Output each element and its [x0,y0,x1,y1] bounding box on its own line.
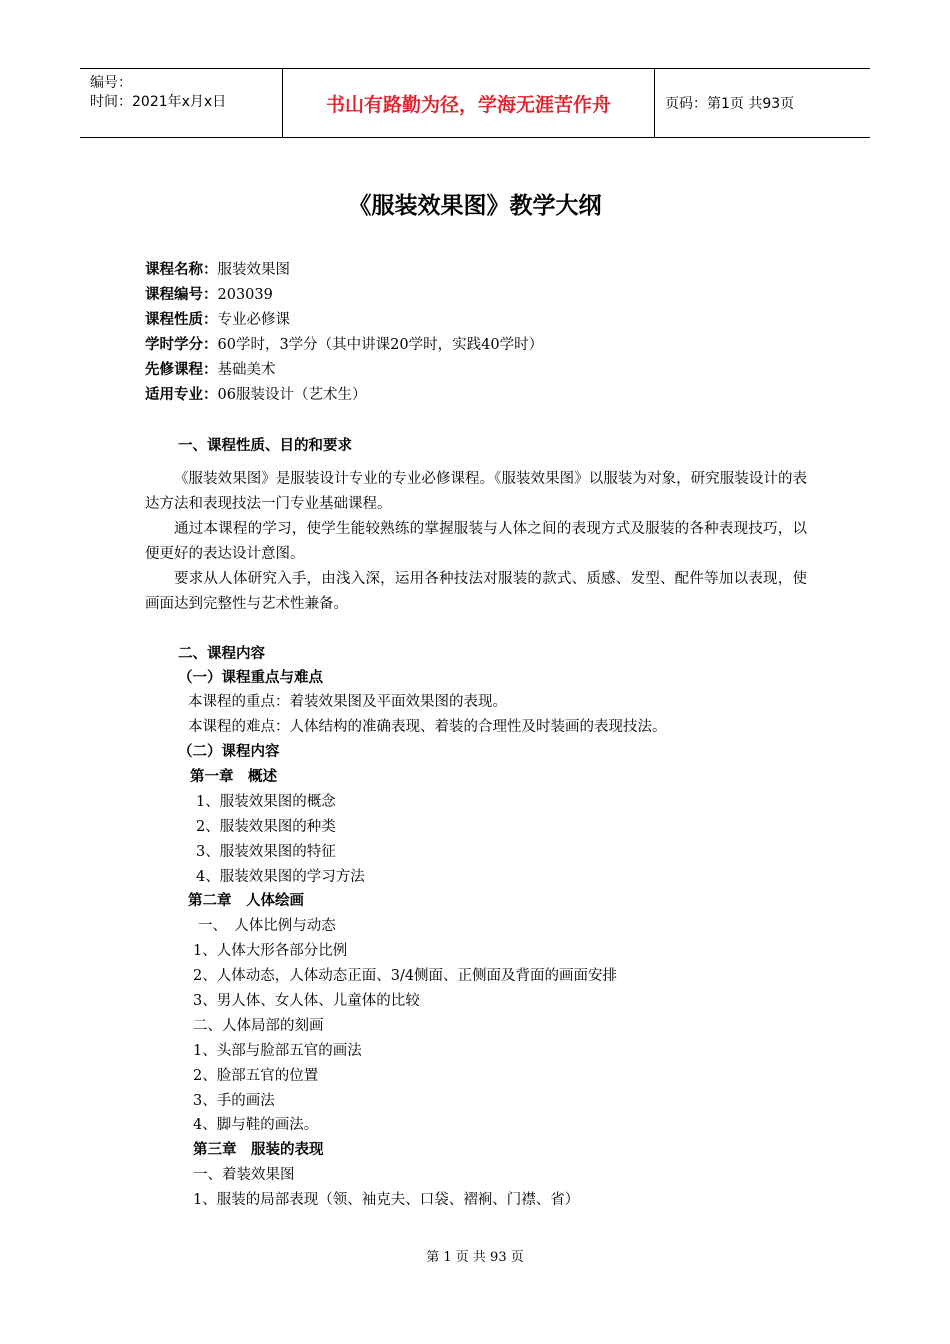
chapter2-part2: 二、人体局部的刻画 [193,1018,324,1034]
list-item: 3、男人体、女人体、儿童体的比较 [193,993,420,1009]
section2-heading: 二、课程内容 [178,646,265,662]
course-name-row: 课程名称：服装效果图 [145,262,290,278]
list-item: 4、服装效果图的学习方法 [196,869,365,885]
header-motto: 书山有路勤为径，学海无涯苦作舟 [325,93,611,116]
course-major-row: 适用专业：06服装设计（艺术生） [145,387,367,403]
header-motto-cell [283,69,655,137]
page-header [80,68,870,138]
subsection-content: （二）课程内容 [178,744,280,760]
page-footer: 第 1 页 共 93 页 [426,1250,524,1265]
key-point-text: 本课程的重点：着装效果图及平面效果图的表现。 [188,694,507,710]
header-page-info: 页码：第1页 共93页 [665,96,795,112]
document-date: 时间：2021年x月x日 [90,94,227,110]
list-item: 2、脸部五官的位置 [193,1068,319,1084]
section1-heading: 一、课程性质、目的和要求 [178,438,352,454]
header-meta [80,69,283,137]
chapter2-title: 第二章 人体绘画 [188,893,304,909]
subsection-key-points: （一）课程重点与难点 [178,670,323,686]
section1-paragraph: 《服装效果图》是服装设计专业的专业必修课程。《服装效果图》以服装为对象，研究服装设计的表达方法和表现技法一门专业基础课程。 [145,471,807,512]
list-item: 1、头部与脸部五官的画法 [193,1043,362,1059]
list-item: 2、服装效果图的种类 [196,819,336,835]
chapter3-title: 第三章 服装的表现 [193,1142,324,1158]
course-code-row: 课程编号：203039 [145,287,273,303]
list-item: 1、服装效果图的概念 [196,794,336,810]
course-prereq-row: 先修课程：基础美术 [145,362,276,378]
chapter2-part1: 一、 人体比例与动态 [198,918,336,934]
course-type-row: 课程性质：专业必修课 [145,312,290,328]
section1-paragraph: 通过本课程的学习，使学生能较熟练的掌握服装与人体之间的表现方式及服装的各种表现技巧，以便更好的表达设计意图。 [145,521,807,562]
list-item: 4、脚与鞋的画法。 [193,1117,319,1133]
list-item: 3、手的画法 [193,1093,275,1109]
course-hours-row: 学时学分：60学时，3学分（其中讲课20学时，实践40学时） [145,337,544,353]
chapter3-part1: 一、着装效果图 [193,1167,295,1183]
difficulty-text: 本课程的难点：人体结构的准确表现、着装的合理性及时装画的表现技法。 [188,719,667,735]
list-item: 1、服装的局部表现（领、袖克夫、口袋、褶裥、门襟、省） [193,1192,580,1208]
section1-paragraph: 要求从人体研究入手，由浅入深，运用各种技法对服装的款式、质感、发型、配件等加以表现，使画面达到完整性与艺术性兼备。 [145,571,807,612]
document-number-label: 编号： [90,75,132,91]
list-item: 2、人体动态，人体动态正面、3/4侧面、正侧面及背面的画面安排 [193,968,618,984]
list-item: 3、服装效果图的特征 [196,844,336,860]
list-item: 1、人体大形各部分比例 [193,943,348,959]
chapter1-title: 第一章 概述 [190,769,277,785]
document-title: 《服装效果图》教学大纲 [348,193,602,219]
